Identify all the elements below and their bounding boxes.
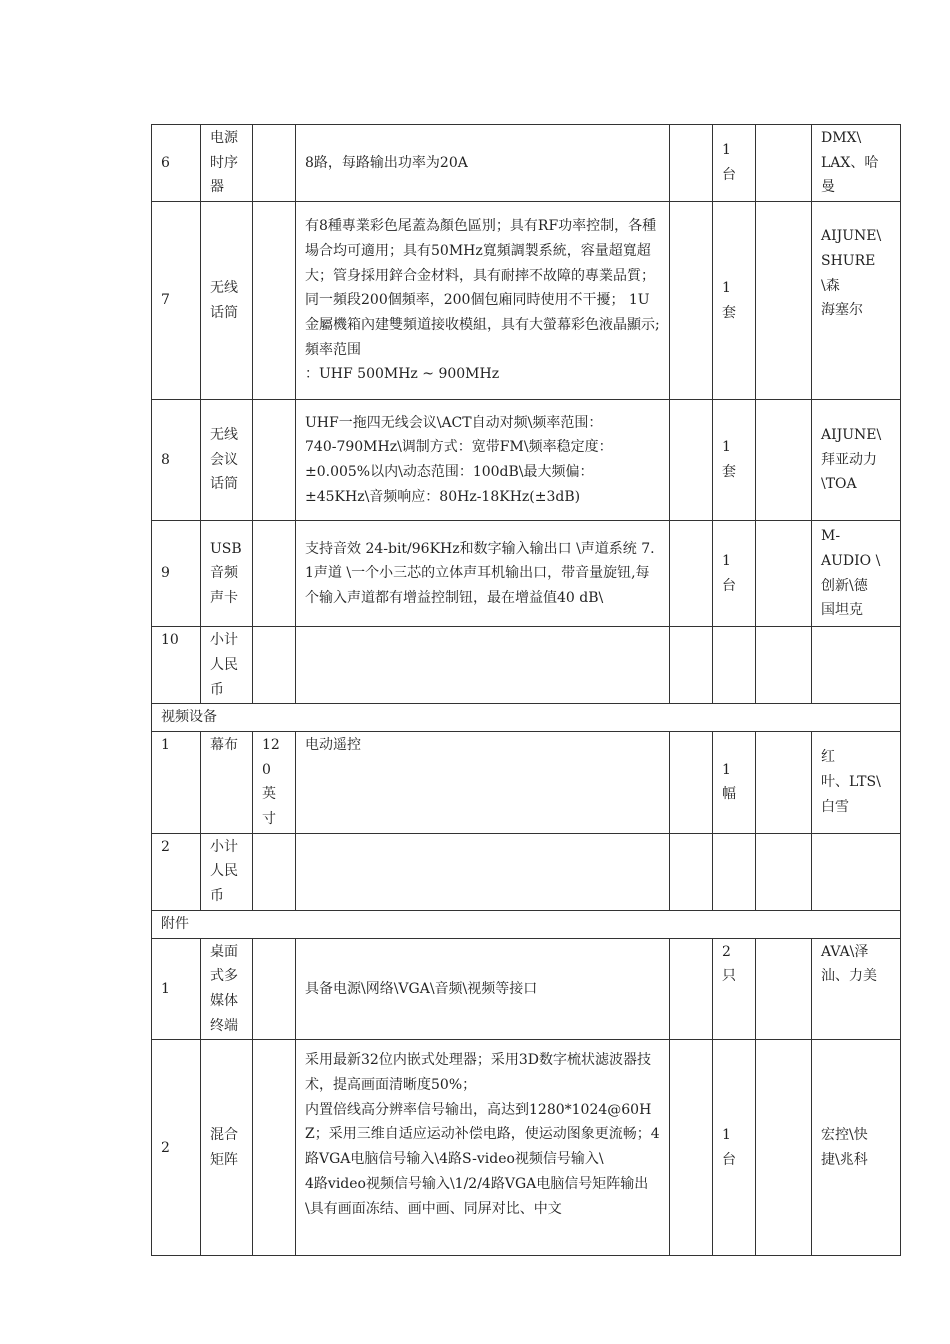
- empty-cell: [670, 400, 713, 521]
- empty-cell: [670, 833, 713, 910]
- item-spec: [253, 938, 296, 1040]
- item-brand: 红 叶、LTS\ 白雪: [812, 731, 901, 833]
- item-quantity: 1 套: [713, 400, 756, 521]
- empty-cell: [253, 833, 296, 910]
- table-row: [152, 202, 901, 400]
- item-quantity: 1 台: [713, 521, 756, 627]
- item-name: USB 音频 声卡: [201, 521, 253, 627]
- item-quantity: 1 台: [713, 1040, 756, 1256]
- empty-cell: [670, 202, 713, 400]
- item-number: 6: [152, 125, 201, 202]
- item-number: 7: [152, 202, 201, 400]
- item-brand: 宏控\快 捷\兆科: [812, 1040, 901, 1256]
- item-spec: [253, 202, 296, 400]
- item-brand: AVA\泽 汕、力美: [812, 938, 901, 1040]
- empty-cell: [670, 1040, 713, 1256]
- item-spec: 120 英 寸: [253, 731, 296, 833]
- empty-cell: [756, 731, 812, 833]
- empty-cell: [756, 1040, 812, 1256]
- item-brand: AIJUNE\ SHURE\森 海塞尔: [812, 202, 901, 400]
- table-row: [152, 731, 901, 833]
- table-row: [152, 521, 901, 627]
- empty-cell: [296, 627, 670, 704]
- item-description: 支持音效 24-bit/96KHz和数字输入输出口 \声道系统 7.1声道 \一个小三芯的立体声耳机输出口，带音量旋钮,每个输入声道都有增益控制钮，最在增益值40 dB\: [296, 521, 670, 627]
- item-description: 采用最新32位内嵌式处理器；采用3D数字梳状滤波器技术，提高画面清晰度50%； 内置倍线高分辨率信号输出，高达到1280*1024@60HZ；采用三维自适应运动补偿电路，使运动图象更流畅；4路VGA电脑信号输入\4路S-video视频信号输入\ 4路video视频信号输入\1/2/4路VGA电脑信号矩阵输出 \具有画面冻结、画中画、同屏对比、中文: [296, 1040, 670, 1256]
- item-brand: M- AUDIO \ 创新\德 国坦克: [812, 521, 901, 627]
- item-number: 1: [152, 938, 201, 1040]
- item-description: 电动遥控: [296, 731, 670, 833]
- empty-cell: [756, 833, 812, 910]
- item-spec: [253, 125, 296, 202]
- table-row: [152, 125, 901, 202]
- empty-cell: [812, 833, 901, 910]
- item-description: 8路，每路输出功率为20A: [296, 125, 670, 202]
- item-description: 具备电源\网络\VGA\音频\视频等接口: [296, 938, 670, 1040]
- item-brand: AIJUNE\ 拜亚动力 \TOA: [812, 400, 901, 521]
- item-number: 2: [152, 1040, 201, 1256]
- empty-cell: [670, 938, 713, 1040]
- item-name: 无线 话筒: [201, 202, 253, 400]
- item-spec: [253, 521, 296, 627]
- equipment-table: [151, 124, 901, 1256]
- subtotal-row: [152, 627, 901, 704]
- section-header-row: [152, 910, 901, 938]
- item-name: 小计 人民 币: [201, 627, 253, 704]
- item-name: 混合 矩阵: [201, 1040, 253, 1256]
- table-row: [152, 1040, 901, 1256]
- item-number: 10: [152, 627, 201, 704]
- empty-cell: [713, 627, 756, 704]
- item-number: 8: [152, 400, 201, 521]
- empty-cell: [670, 627, 713, 704]
- subtotal-row: [152, 833, 901, 910]
- item-brand: DMX\ LAX、哈 曼: [812, 125, 901, 202]
- empty-cell: [756, 627, 812, 704]
- item-quantity: 2 只: [713, 938, 756, 1040]
- table-row: [152, 400, 901, 521]
- item-name: 桌面 式多 媒体 终端: [201, 938, 253, 1040]
- item-quantity: 1 台: [713, 125, 756, 202]
- item-spec: [253, 1040, 296, 1256]
- empty-cell: [812, 627, 901, 704]
- section-title: 视频设备: [152, 704, 901, 732]
- table-row: [152, 938, 901, 1040]
- section-header-row: [152, 704, 901, 732]
- item-number: 9: [152, 521, 201, 627]
- empty-cell: [756, 400, 812, 521]
- item-name: 无线 会议 话筒: [201, 400, 253, 521]
- empty-cell: [253, 627, 296, 704]
- empty-cell: [670, 731, 713, 833]
- empty-cell: [756, 125, 812, 202]
- item-spec: [253, 400, 296, 521]
- item-name: 幕布: [201, 731, 253, 833]
- item-quantity: 1 幅: [713, 731, 756, 833]
- empty-cell: [756, 938, 812, 1040]
- empty-cell: [756, 202, 812, 400]
- item-description: UHF一拖四无线会议\ACT自动对频\频率范围： 740-790MHz\调制方式：宽带FM\频率稳定度： ±0.005%以内\动态范围：100dB\最大频偏： ±45KHz\音频响应：80Hz-18KHz(±3dB): [296, 400, 670, 521]
- item-number: 2: [152, 833, 201, 910]
- item-number: 1: [152, 731, 201, 833]
- empty-cell: [296, 833, 670, 910]
- empty-cell: [756, 521, 812, 627]
- item-quantity: 1 套: [713, 202, 756, 400]
- item-name: 电源 时序 器: [201, 125, 253, 202]
- empty-cell: [670, 125, 713, 202]
- empty-cell: [713, 833, 756, 910]
- item-name: 小计 人民 币: [201, 833, 253, 910]
- item-description: 有8種專業彩色尾蓋為顏色區別；具有RF功率控制，各種場合均可適用；具有50MHz寬頻調製系統，容量超寬超大；管身採用鋅合金材料，具有耐摔不故障的專業品質；同一頻段200個頻率，200個包廂同時使用不干擾； 1U金屬機箱內建雙頻道接收模組，具有大螢幕彩色液晶顯示; 頻率范围 ：UHF 500MHz ~ 900MHz: [296, 202, 670, 400]
- section-title: 附件: [152, 910, 901, 938]
- empty-cell: [670, 521, 713, 627]
